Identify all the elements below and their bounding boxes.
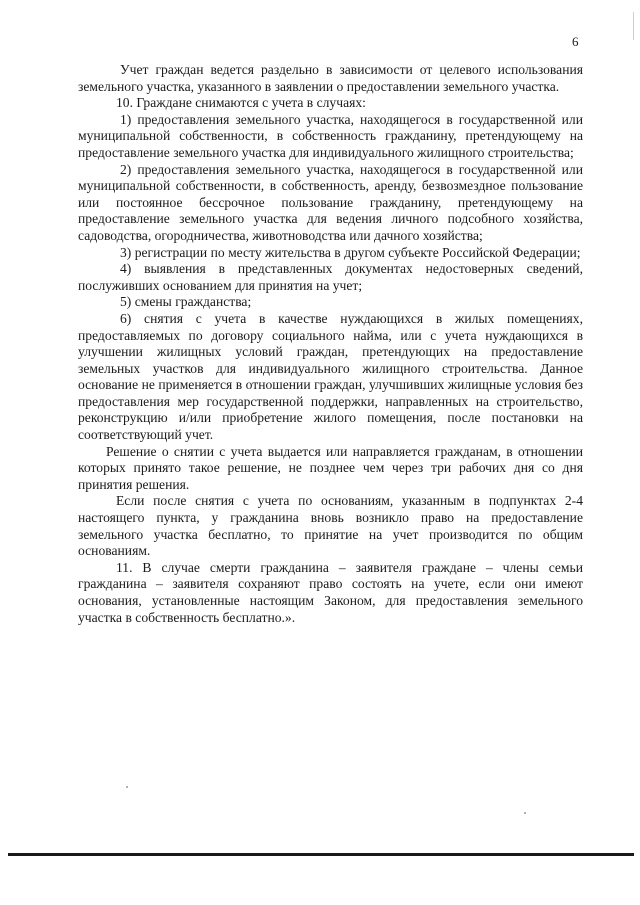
paragraph-re-registration: Если после снятия с учета по основаниям, указанным в подпунктах 2-4 настоящего пункта, у гражданина вновь возникло право на предоставление земельного участка бесплатно, то принятие на учет производится по общим основаниям. (78, 493, 583, 559)
paragraph-item-10-heading: 10. Граждане снимаются с учета в случаях: (116, 95, 366, 111)
paragraph-registration-separately: Учет граждан ведется раздельно в зависимости от целевого использования земельного участка, указанного в заявлении о предоставлении земельного участка. (78, 62, 583, 94)
paragraph-subitem-3: 3) регистрации по месту жительства в другом субъекте Российской Федерации; (120, 244, 581, 260)
paragraph-subitem-6: 6) снятия с учета в качестве нуждающихся в жилых помещениях, предоставляемых по договору социального найма, или с учета нуждающихся в улучшении жилищных условий граждан, претендующих на предоставление земельных участков для индивидуального жилищного строительства. Данное основание не применяется в отношении граждан, улучшивших жилищные условия без предоставления мер государственной поддержки, направленных на строительство, реконструкцию и/или приобретение жилого помещения, после постановки на соответствующий учет. (78, 310, 583, 443)
scan-edge-line (633, 12, 634, 40)
bottom-rule (8, 853, 634, 856)
paragraph-subitem-1: 1) предоставления земельного участка, находящегося в государственной или муниципальной собственности, в собственность гражданину, претендующему на предоставление земельного участка для индивидуального жилищного строительства; (78, 111, 583, 160)
scan-speck (126, 786, 128, 788)
paragraph-subitem-2: 2) предоставления земельного участка, находящегося в государственной или муниципальной собственности, в собственность, аренду, безвозмездное пользование или постоянное бессрочное пользование гражданину, претендующему на предоставление земельного участка для ведения личного подсобного хозяйства, садоводства, огородничества, животноводства или дачного хозяйства; (78, 161, 583, 243)
paragraph-subitem-5: 5) смены гражданства; (120, 294, 252, 310)
paragraph-decision-removal: Решение о снятии с учета выдается или направляется гражданам, в отношении которых принято такое решение, не позднее чем через три рабочих дня со дня принятия решения. (78, 443, 583, 492)
document-body (78, 62, 583, 626)
scan-speck (524, 812, 526, 814)
page-number: 6 (572, 34, 579, 49)
paragraph-subitem-4: 4) выявления в представленных документах недостоверных сведений, послуживших основанием для принятия на учет; (78, 261, 583, 293)
paragraph-item-11: 11. В случае смерти гражданина – заявителя граждане – члены семьи гражданина – заявителя сохраняют право состоять на учете, если они имеют основания, установленные настоящим Законом, для предоставления земельного участка в собственность бесплатно.». (78, 559, 583, 625)
